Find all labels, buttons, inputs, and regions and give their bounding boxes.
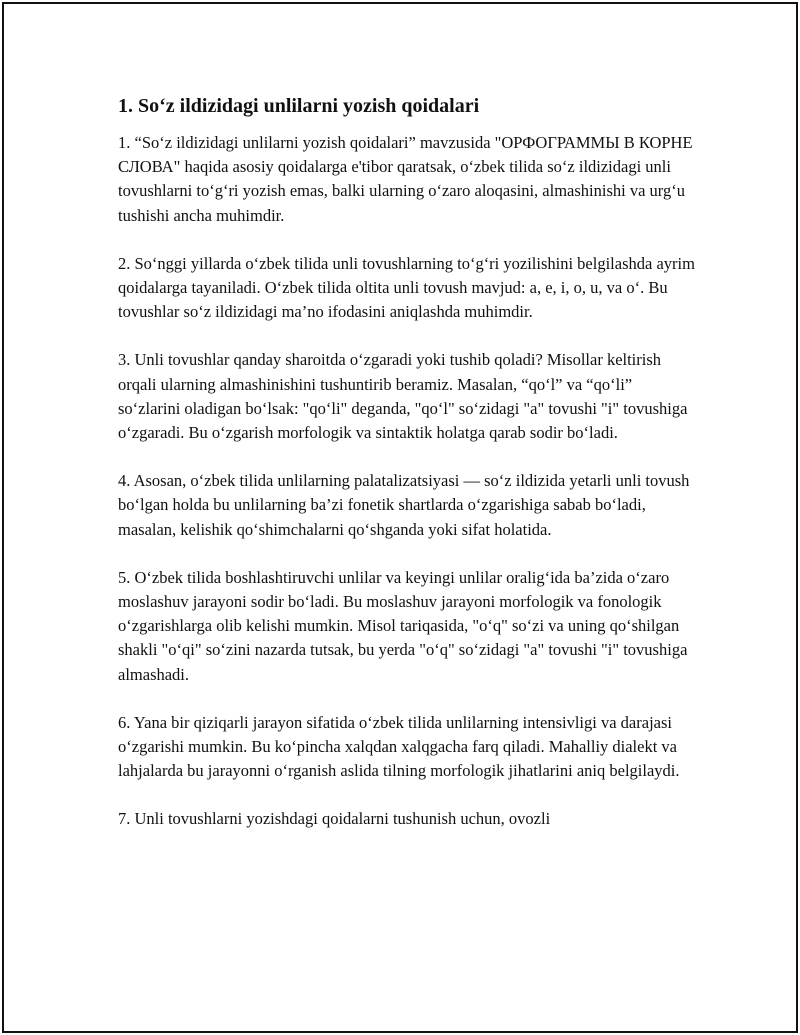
paragraph-1: 1. “So‘z ildizidagi unlilarni yozish qoidalari” mavzusida "ОРФОГРАММЫ В КОРНЕ СЛОВА" haqida asosiy qoidalarga e'tibor qaratsak, o‘zbek tilida so‘z ildizidagi unli tovushlarni to‘g‘ri yozish emas, balki ularning o‘zaro aloqasini, almashinishi va urg‘u tushishi ancha muhimdir. [118, 133, 693, 225]
paragraph-2: 2. So‘nggi yillarda o‘zbek tilida unli tovushlarning to‘g‘ri yozilishini belgilashda ayrim qoidalarga tayaniladi. O‘zbek tilida oltita unli tovush mavjud: a, e, i, o, u, va o‘. Bu tovushlar so‘z ildizidagi ma’no ifodasini aniqlashda muhimdir. [118, 253, 695, 322]
document-title: 1. So‘z ildizidagi unlilarni yozish qoidalari [118, 95, 480, 117]
paragraph-6: 6. Yana bir qiziqarli jarayon sifatida o‘zbek tilida unlilarning intensivligi va darajasi o‘zgarishi mumkin. Bu ko‘pincha xalqdan xalqgacha farq qiladi. Mahalliy dialekt va lahjalarda bu jarayonni o‘rganish aslida tilning morfologik jihatlarini aniq belgilaydi. [118, 712, 680, 781]
document-body [118, 93, 698, 856]
paragraph-5: 5. O‘zbek tilida boshlashtiruvchi unlilar va keyingi unlilar oralig‘ida ba’zida o‘zaro moslashuv jarayoni sodir bo‘ladi. Bu moslashuv jarayoni morfologik va fonologik o‘zgarishlarga olib kelishi mumkin. Misol tariqasida, "o‘q" so‘zi va uning qo‘shilgan shakli "o‘qi" so‘zini nazarda tutsak, bu yerda "o‘q" so‘zidagi "a" tovushi "i" tovushiga almashadi. [118, 567, 688, 684]
paragraph-4: 4. Asosan, o‘zbek tilida unlilarning palatalizatsiyasi — so‘z ildizida yetarli unli tovush bo‘lgan holda bu unlilarning ba’zi fonetik shartlarda o‘zgarishiga sabab bo‘ladi, masalan, kelishik qo‘shimchalarni qo‘shganda yoki sifat holatida. [118, 471, 690, 539]
paragraph-3: 3. Unli tovushlar qanday sharoitda o‘zgaradi yoki tushib qoladi? Misollar keltirish orqali ularning almashinishini tushuntirib beramiz. Masalan, “qo‘l” va “qo‘li” so‘zlarini oladigan bo‘lsak: "qo‘li" deganda, "qo‘l" so‘zidagi "a" tovushi "i" tovushiga o‘zgaradi. Bu o‘zgarish morfologik va sintaktik holatga qarab sodir bo‘ladi. [118, 350, 688, 443]
paragraph-7: 7. Unli tovushlarni yozishdagi qoidalarni tushunish uchun, ovozli [118, 809, 551, 829]
